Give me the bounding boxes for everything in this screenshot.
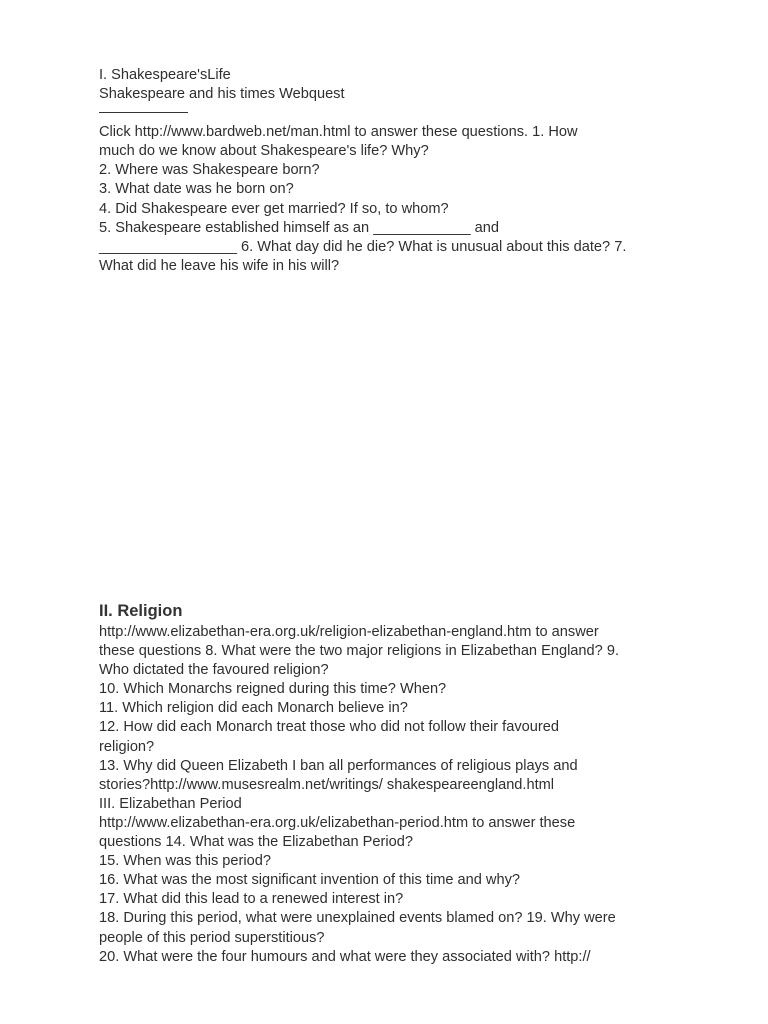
text-line: stories?http://www.musesrealm.net/writings/ shakespeareengland.html [99, 776, 555, 793]
text-line: these questions 8. What were the two major religions in Elizabethan England? 9. [99, 643, 620, 660]
text-line: 18. During this period, what were unexplained events blamed on? 19. Why were [99, 910, 616, 927]
text-line: questions 14. What was the Elizabethan Period? [99, 834, 413, 851]
text-line: What did he leave his wife in his will? [99, 257, 340, 274]
text-line: http://www.elizabethan-era.org.uk/elizabethan-period.htm to answer these [99, 814, 576, 831]
text-line: 20. What were the four humours and what were they associated with? http:// [99, 948, 591, 965]
part1-subtitle: Shakespeare and his times Webquest [99, 86, 345, 103]
text-line: Click http://www.bardweb.net/man.html to answer these questions. 1. How [99, 124, 578, 141]
text-line: _________________ 6. What day did he die? What is unusual about this date? 7. [99, 238, 627, 255]
part2-section [99, 600, 699, 967]
section-heading-religion: II. Religion [99, 602, 183, 620]
text-line: much do we know about Shakespeare's life? Why? [99, 143, 429, 160]
text-line: 10. Which Monarchs reigned during this time? When? [99, 681, 447, 698]
text-line: people of this period superstitious? [99, 929, 325, 946]
text-line: 16. What was the most significant invention of this time and why? [99, 872, 520, 889]
part1-questions [99, 123, 689, 276]
text-line: Who dictated the favoured religion? [99, 662, 329, 679]
part2-questions [99, 623, 699, 967]
text-line: 11. Which religion did each Monarch believe in? [99, 700, 408, 717]
text-line: 13. Why did Queen Elizabeth I ban all performances of religious plays and [99, 757, 578, 774]
part1-section [99, 66, 689, 276]
text-line: 2. Where was Shakespeare born? [99, 162, 320, 179]
text-line: 12. How did each Monarch treat those who did not follow their favoured [99, 719, 559, 736]
part1-title: I. Shakespeare'sLife [99, 67, 231, 83]
text-line: 5. Shakespeare established himself as an ____________ and [99, 219, 500, 236]
text-line: 15. When was this period? [99, 853, 271, 870]
text-line: religion? [99, 738, 155, 755]
text-line: III. Elizabethan Period [99, 795, 242, 812]
text-line: 3. What date was he born on? [99, 181, 294, 198]
text-line: http://www.elizabethan-era.org.uk/religion-elizabethan-england.htm to answer [99, 624, 599, 640]
divider-rule [99, 112, 188, 113]
text-line: 17. What did this lead to a renewed interest in? [99, 891, 404, 908]
text-line: 4. Did Shakespeare ever get married? If so, to whom? [99, 200, 449, 217]
